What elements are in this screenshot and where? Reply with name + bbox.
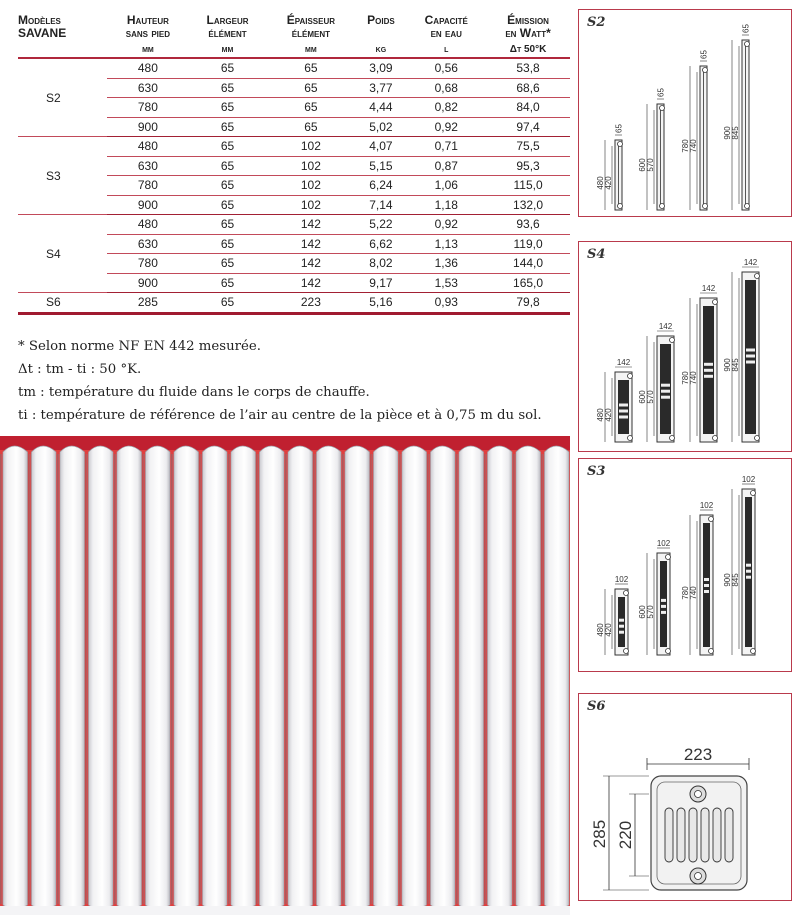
table-cell: 65 — [189, 254, 267, 274]
radiator-photo — [0, 436, 570, 915]
model-cell: S4 — [18, 215, 107, 293]
table-cell: 65 — [189, 293, 267, 314]
height-label: 900 — [723, 358, 732, 372]
axis-label: 420 — [604, 176, 613, 190]
unit-height: mm — [107, 40, 189, 58]
table-cell: 65 — [189, 78, 267, 98]
table-cell: 4,07 — [355, 137, 406, 157]
unit-emission: Δt 50°K — [486, 40, 570, 58]
axis-label: 570 — [646, 158, 655, 172]
header-thickness: Épaisseur élément — [286, 13, 336, 40]
axis-label: 740 — [689, 371, 698, 385]
diagram-s3-label: S3 — [587, 464, 606, 479]
table-cell: 95,3 — [486, 156, 570, 176]
table-cell: 1,18 — [406, 195, 486, 215]
radiator-column — [231, 446, 256, 909]
radiator-column — [402, 446, 427, 909]
radiator-column — [545, 446, 570, 909]
diagram-s4-label: S4 — [587, 247, 606, 262]
table-cell: 6,62 — [355, 234, 406, 254]
table-cell: 102 — [266, 156, 355, 176]
height-label: 780 — [681, 139, 690, 153]
table-cell: 65 — [189, 137, 267, 157]
axis-label: 740 — [689, 139, 698, 153]
depth-label: 142 — [701, 284, 716, 293]
diagram-s4-drawing — [579, 242, 791, 451]
units-row — [18, 40, 570, 58]
height-label: 780 — [681, 586, 690, 600]
table-row — [18, 137, 570, 157]
height-label: 600 — [638, 605, 647, 619]
height-label: 480 — [596, 408, 605, 422]
table-cell: 65 — [189, 215, 267, 235]
table-cell: 0,71 — [406, 137, 486, 157]
s6-tube — [665, 808, 673, 862]
table-cell: 900 — [107, 273, 189, 293]
table-cell: 142 — [266, 254, 355, 274]
table-cell: 5,15 — [355, 156, 406, 176]
header-emission: Émission en Watt* — [505, 13, 551, 40]
table-cell: 93,6 — [486, 215, 570, 235]
radiator-column — [174, 446, 199, 909]
table-cell: 630 — [107, 78, 189, 98]
unit-thickness: mm — [266, 40, 355, 58]
table-cell: 65 — [189, 176, 267, 196]
table-cell: 1,36 — [406, 254, 486, 274]
height-label: 600 — [638, 390, 647, 404]
spec-table — [18, 12, 570, 315]
s6-tube — [725, 808, 733, 862]
depth-label: 102 — [741, 475, 756, 484]
header-capacity: Capacité en eau — [424, 13, 468, 40]
table-cell: 480 — [107, 58, 189, 78]
axis-label: 420 — [604, 623, 613, 637]
footnotes — [18, 335, 542, 427]
table-cell: 65 — [189, 117, 267, 137]
depth-label: 102 — [614, 575, 629, 584]
table-cell: 780 — [107, 176, 189, 196]
table-cell: 115,0 — [486, 176, 570, 196]
s6-height-label: 285 — [590, 819, 609, 849]
table-cell: 65 — [266, 98, 355, 118]
table-cell: 6,24 — [355, 176, 406, 196]
table-cell: 5,22 — [355, 215, 406, 235]
radiator-column — [374, 446, 399, 909]
table-cell: 0,92 — [406, 215, 486, 235]
radiator-column — [203, 446, 228, 909]
table-cell: 102 — [266, 195, 355, 215]
diagram-s2-label: S2 — [587, 15, 606, 30]
axis-label: 845 — [731, 126, 740, 140]
table-cell: 0,92 — [406, 117, 486, 137]
axis-label: 845 — [731, 358, 740, 372]
radiator-column — [32, 446, 57, 909]
footnote-standard: * Selon norme NF EN 442 mesurée. — [18, 339, 261, 354]
table-cell: 65 — [189, 273, 267, 293]
height-label: 780 — [681, 371, 690, 385]
table-cell: 65 — [266, 58, 355, 78]
table-cell: 480 — [107, 215, 189, 235]
table-cell: 102 — [266, 137, 355, 157]
table-cell: 142 — [266, 234, 355, 254]
s6-tube — [713, 808, 721, 862]
radiator-column — [516, 446, 541, 909]
table-cell: 84,0 — [486, 98, 570, 118]
depth-label: 142 — [743, 258, 758, 267]
table-row — [18, 58, 570, 78]
table-cell: 9,17 — [355, 273, 406, 293]
table-cell: 119,0 — [486, 234, 570, 254]
table-cell: 5,16 — [355, 293, 406, 314]
axis-label: 570 — [646, 605, 655, 619]
radiator-column — [431, 446, 456, 909]
depth-label: 65 — [656, 88, 666, 97]
table-cell: 285 — [107, 293, 189, 314]
height-label: 480 — [596, 623, 605, 637]
axis-label: 570 — [646, 390, 655, 404]
table-cell: 1,53 — [406, 273, 486, 293]
table-cell: 65 — [266, 78, 355, 98]
table-cell: 65 — [189, 234, 267, 254]
table-cell: 0,93 — [406, 293, 486, 314]
table-cell: 68,6 — [486, 78, 570, 98]
table-cell: 780 — [107, 254, 189, 274]
table-cell: 142 — [266, 215, 355, 235]
depth-label: 65 — [741, 24, 751, 33]
unit-capacity: l — [406, 40, 486, 58]
diagram-s3-drawing — [579, 459, 791, 671]
model-cell: S3 — [18, 137, 107, 215]
axis-label: 740 — [689, 586, 698, 600]
height-label: 600 — [638, 158, 647, 172]
header-row — [18, 12, 570, 40]
axis-label: 845 — [731, 573, 740, 587]
header-weight: Poids — [367, 13, 395, 27]
table-cell: 65 — [189, 58, 267, 78]
table-cell: 65 — [189, 98, 267, 118]
header-height: Hauteur sans pied — [125, 13, 171, 40]
diagram-s4 — [578, 241, 792, 452]
table-row — [18, 293, 570, 314]
radiator-column — [459, 446, 484, 909]
table-cell: 79,8 — [486, 293, 570, 314]
depth-label: 102 — [656, 539, 671, 548]
radiator-column — [146, 446, 171, 909]
table-cell: 142 — [266, 273, 355, 293]
height-label: 900 — [723, 573, 732, 587]
table-cell: 0,68 — [406, 78, 486, 98]
footnote-tm: tm : température du fluide dans le corps de chauffe. — [18, 385, 370, 400]
table-cell: 97,4 — [486, 117, 570, 137]
unit-weight: kg — [355, 40, 406, 58]
model-cell: S6 — [18, 293, 107, 314]
header-model: Modèles SAVANE — [18, 13, 67, 40]
table-cell: 0,87 — [406, 156, 486, 176]
table-cell: 3,77 — [355, 78, 406, 98]
table-cell: 102 — [266, 176, 355, 196]
diagram-s2-drawing — [579, 10, 791, 216]
s6-width-label: 223 — [683, 745, 713, 764]
radiator-column — [117, 446, 142, 909]
table-cell: 4,44 — [355, 98, 406, 118]
table-cell: 65 — [189, 195, 267, 215]
radiator-column — [317, 446, 342, 909]
table-cell: 144,0 — [486, 254, 570, 274]
unit-width: mm — [189, 40, 267, 58]
footnote-ti: ti : température de référence de l’air au centre de la pièce et à 0,75 m du sol. — [18, 408, 542, 423]
diagram-s2 — [578, 9, 792, 217]
table-cell: 65 — [266, 117, 355, 137]
s6-tube — [701, 808, 709, 862]
depth-label: 102 — [699, 501, 714, 510]
model-cell: S2 — [18, 58, 107, 137]
footnote-delta: Δt : tm - ti : 50 °K. — [18, 362, 142, 377]
radiator-column — [288, 446, 313, 909]
s6-tube — [689, 808, 697, 862]
table-body — [18, 58, 570, 313]
header-width: Largeur élément — [206, 13, 249, 40]
table-cell: 7,14 — [355, 195, 406, 215]
table-row — [18, 215, 570, 235]
diagram-s6 — [578, 693, 792, 901]
depth-label: 142 — [616, 358, 631, 367]
s6-tube — [677, 808, 685, 862]
axis-label: 420 — [604, 408, 613, 422]
table-cell: 165,0 — [486, 273, 570, 293]
table-cell: 1,06 — [406, 176, 486, 196]
radiator-column — [3, 446, 28, 909]
table-cell: 132,0 — [486, 195, 570, 215]
table-cell: 780 — [107, 98, 189, 118]
s6-axis-label: 220 — [616, 820, 635, 850]
table-cell: 223 — [266, 293, 355, 314]
radiator-column — [260, 446, 285, 909]
depth-label: 142 — [658, 322, 673, 331]
table-cell: 5,02 — [355, 117, 406, 137]
table-cell: 3,09 — [355, 58, 406, 78]
diagram-s6-drawing — [579, 694, 791, 900]
table-cell: 900 — [107, 117, 189, 137]
table-cell: 630 — [107, 234, 189, 254]
depth-label: 65 — [614, 124, 624, 133]
height-label: 480 — [596, 176, 605, 190]
table-cell: 75,5 — [486, 137, 570, 157]
radiator-column — [60, 446, 85, 909]
table-cell: 65 — [189, 156, 267, 176]
radiator-column — [488, 446, 513, 909]
table-cell: 8,02 — [355, 254, 406, 274]
diagram-s3 — [578, 458, 792, 672]
table-cell: 1,13 — [406, 234, 486, 254]
radiator-column — [89, 446, 114, 909]
table-cell: 630 — [107, 156, 189, 176]
diagram-s6-label: S6 — [587, 699, 606, 714]
depth-label: 65 — [699, 50, 709, 59]
table-cell: 0,56 — [406, 58, 486, 78]
unit-model — [18, 40, 107, 58]
radiator-column — [345, 446, 370, 909]
table-cell: 480 — [107, 137, 189, 157]
table-cell: 900 — [107, 195, 189, 215]
table-cell: 0,82 — [406, 98, 486, 118]
table-cell: 53,8 — [486, 58, 570, 78]
height-label: 900 — [723, 126, 732, 140]
